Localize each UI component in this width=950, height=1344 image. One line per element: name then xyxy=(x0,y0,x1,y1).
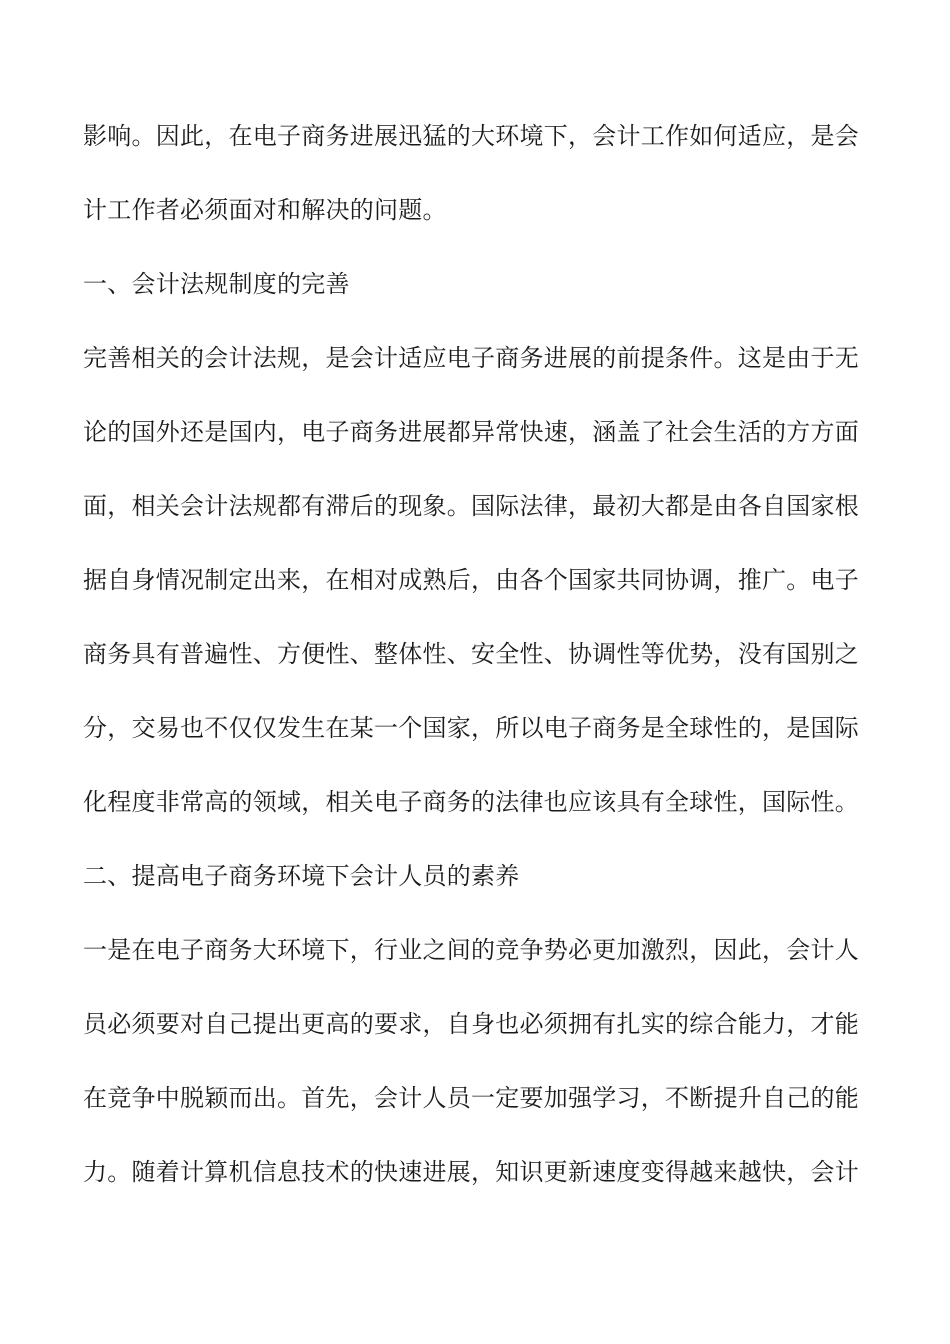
body-text-line: 分，交易也不仅仅发生在某一个国家，所以电子商务是全球性的，是国际 xyxy=(83,714,859,742)
body-text-line: 一是在电子商务大环境下，行业之间的竞争势必更加激烈，因此，会计人 xyxy=(83,936,859,964)
body-text-line: 力。随着计算机信息技术的快速进展，知识更新速度变得越来越快，会计 xyxy=(83,1158,859,1186)
body-text-line: 影响。因此，在电子商务进展迅猛的大环境下，会计工作如何适应，是会 xyxy=(83,122,859,150)
body-text-line: 据自身情况制定出来，在相对成熟后，由各个国家共同协调，推广。电子 xyxy=(83,566,859,594)
section-heading-2: 二、提高电子商务环境下会计人员的素养 xyxy=(83,862,520,890)
body-text-line: 员必须要对自己提出更高的要求，自身也必须拥有扎实的综合能力，才能 xyxy=(83,1010,859,1038)
section-heading-1: 一、会计法规制度的完善 xyxy=(83,270,350,298)
body-text-line: 完善相关的会计法规，是会计适应电子商务进展的前提条件。这是由于无 xyxy=(83,344,859,372)
body-text-line: 面，相关会计法规都有滞后的现象。国际法律，最初大都是由各自国家根 xyxy=(83,492,859,520)
body-text-line: 商务具有普遍性、方便性、整体性、安全性、协调性等优势，没有国别之 xyxy=(83,640,859,668)
body-text-line: 在竞争中脱颖而出。首先，会计人员一定要加强学习，不断提升自己的能 xyxy=(83,1084,859,1112)
body-text-line: 计工作者必须面对和解决的问题。 xyxy=(83,196,447,224)
body-text-line: 论的国外还是国内，电子商务进展都异常快速，涵盖了社会生活的方方面 xyxy=(83,418,859,446)
body-text-line: 化程度非常高的领域，相关电子商务的法律也应该具有全球性，国际性。 xyxy=(83,788,859,816)
